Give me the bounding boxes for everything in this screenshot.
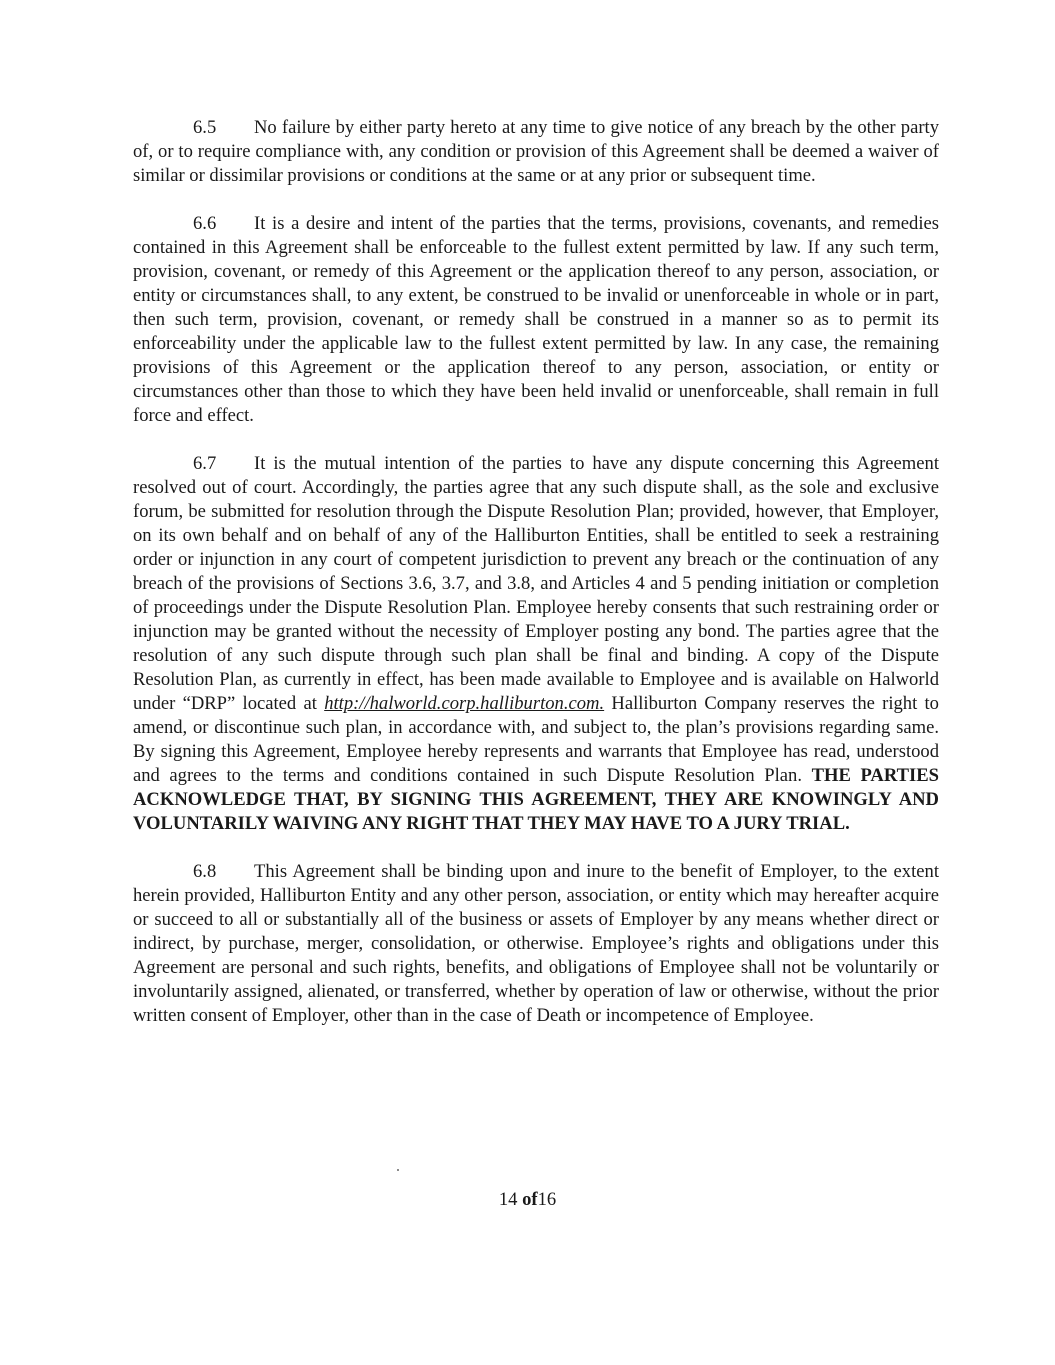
section-text: No failure by either party hereto at any time to give notice of any breach by the other party of, or to require compliance with, any condition or provision of this Agreement shall be deemed a waiver of similar or dissimilar provisions or conditions at the same or at any prior or subsequent time. [133, 117, 939, 186]
section-text-continued: Halliburton Company reserves the right to amend, or discontinue such plan, in accordance with, and subject to, the plan’s provisions regarding same. By signing this Agreement, Employee hereby represents and warrants that Employee has read, understood and agrees to the terms and conditions contained in such Dispute Resolution Plan. [133, 693, 939, 786]
section-text: It is the mutual intention of the parties to have any dispute concerning this Agreement resolved out of court. Accordingly, the parties agree that any such dispute shall, as the sole and exclusive forum, be submitted for resolution through the Dispute Resolution Plan; provided, however, that Employer, on its own behalf and on behalf of any of the Halliburton Entities, shall be entitled to seek a restraining order or injunction in any court of competent jurisdiction to prevent any breach or the continuation of any breach of the provisions of Sections 3.6, 3.7, and 3.8, and Articles 4 and 5 pending initiation or completion of proceedings under the Dispute Resolution Plan. Employee hereby consents that such restraining order or injunction may be granted without the necessity of Employer posting any bond. The parties agree that the resolution of any such dispute through such plan shall be final and binding. A copy of the Dispute Resolution Plan, as currently in effect, has been made available to Employee and is available on Halworld under “DRP” located at [133, 453, 939, 714]
section-number: 6.6 [193, 213, 217, 234]
section-number: 6.5 [193, 117, 217, 138]
page-number [0, 1188, 1055, 1212]
halworld-link[interactable]: http://halworld.corp.halliburton.com. [324, 693, 605, 714]
section-number: 6.8 [193, 861, 217, 882]
section-6-8 [133, 860, 939, 1028]
section-text: This Agreement shall be binding upon and inure to the benefit of Employer, to the extent herein provided, Halliburton Entity and any other person, association, or entity which may hereafter acquire or succeed to all or substantially all of the business or assets of Employer by any means whether direct or indirect, by purchase, merger, consolidation, or otherwise. Employee’s rights and obligations under this Agreement are personal and such rights, benefits, and obligations of Employee shall not be voluntarily or involuntarily assigned, alienated, or transferred, whether by operation of law or otherwise, without the prior written consent of Employer, other than in the case of Death or incompetence of Employee. [133, 861, 939, 1026]
page-of: of [522, 1189, 538, 1210]
section-6-5 [133, 116, 939, 188]
section-text: It is a desire and intent of the parties that the terms, provisions, covenants, and remedies contained in this Agreement shall be enforceable to the fullest extent permitted by law. If any such term, provision, covenant, or remedy of this Agreement or the application thereof to any person, association, or entity or circumstances shall, to any extent, be construed to be invalid or unenforceable in whole or in part, then such term, provision, covenant, or remedy shall be construed in a manner so as to permit its enforceability under the applicable law to the fullest extent permitted by law. In any case, the remaining provisions of this Agreement or the application thereof to any person, association, or entity or circumstances other than those to which they have been held invalid or unenforceable, shall remain in full force and effect. [133, 213, 939, 426]
jury-trial-waiver-acknowledgement: THE PARTIES ACKNOWLEDGE THAT, BY SIGNING THIS AGREEMENT, THEY ARE KNOWINGLY AND VOLUNTARILY WAIVING ANY RIGHT THAT THEY MAY HAVE TO A JURY TRIAL. [133, 765, 939, 834]
scan-speck [397, 1169, 399, 1171]
section-6-6 [133, 212, 939, 428]
document-page [133, 116, 939, 1052]
page-total: 16 [537, 1189, 557, 1210]
page-current: 14 [498, 1189, 518, 1210]
section-6-7 [133, 452, 939, 836]
section-number: 6.7 [193, 453, 217, 474]
